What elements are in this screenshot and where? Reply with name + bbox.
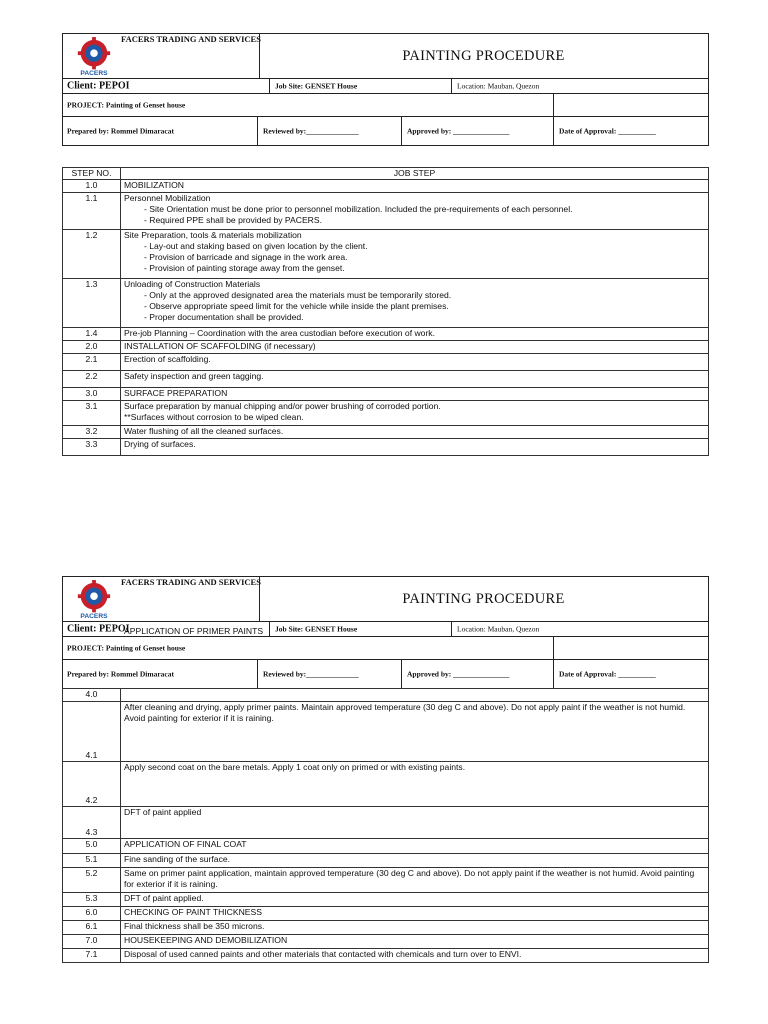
job-step-cell — [121, 807, 709, 839]
header-signoff-row — [63, 117, 708, 145]
step-number: 4.3 — [63, 807, 121, 839]
page-title: PAINTING PROCEDURE — [402, 590, 565, 607]
table-row — [63, 354, 709, 371]
date-of-approval: Date of Approval: __________ — [559, 126, 656, 136]
job-step-line: Fine sanding of the surface. — [124, 854, 231, 864]
job-steps-table-2 — [62, 688, 709, 963]
job-step-cell — [121, 689, 709, 702]
step-number: 3.3 — [63, 439, 121, 456]
job-step-line: Safety inspection and green tagging. — [124, 371, 264, 381]
header-top-row — [63, 34, 708, 79]
job-step-line: Drying of surfaces. — [124, 439, 196, 449]
table-row — [63, 279, 709, 328]
job-step-line: SURFACE PREPARATION — [124, 388, 228, 398]
job-step-cell — [121, 921, 709, 935]
job-step-cell — [121, 371, 709, 388]
table-row — [63, 854, 709, 868]
primer-section-heading: APPLICATION OF PRIMER PAINTS — [124, 626, 264, 636]
table-row — [63, 935, 709, 949]
step-number: 2.1 — [63, 354, 121, 371]
table-row — [63, 180, 709, 193]
step-number: 4.1 — [63, 702, 121, 762]
job-step-cell — [121, 439, 709, 456]
header-project-row — [63, 94, 708, 117]
table-row — [63, 868, 709, 893]
table-row — [63, 893, 709, 907]
job-step-cell — [121, 839, 709, 854]
table-row — [63, 426, 709, 439]
job-step-line: Pre-job Planning – Coordination with the area custodian before execution of work. — [124, 328, 435, 338]
step-number: 1.4 — [63, 328, 121, 341]
table-row — [63, 702, 709, 762]
job-step-line: MOBILIZATION — [124, 180, 185, 190]
job-step-cell — [121, 949, 709, 963]
step-number: 4.0 — [63, 689, 121, 702]
job-step-cell — [121, 893, 709, 907]
job-step-line: CHECKING OF PAINT THICKNESS — [124, 907, 262, 917]
approved-by: Approved by: _______________ — [407, 669, 510, 679]
job-step-cell — [121, 341, 709, 354]
job-step-cell — [121, 388, 709, 401]
job-step-line: HOUSEKEEPING AND DEMOBILIZATION — [124, 935, 288, 945]
table-row — [63, 907, 709, 921]
job-step-line: - Provision of barricade and signage in the work area. — [144, 252, 348, 262]
job-step-cell — [121, 193, 709, 230]
col-step-no: STEP NO. — [63, 168, 121, 180]
job-step-line: DFT of paint applied. — [124, 893, 204, 903]
job-step-line: Water flushing of all the cleaned surfaces. — [124, 426, 284, 436]
table-header-row — [63, 168, 709, 180]
job-step-cell — [121, 868, 709, 893]
job-step-line: - Proper documentation shall be provided. — [144, 312, 304, 322]
logo-text: PACERS — [80, 613, 108, 620]
table-row — [63, 341, 709, 354]
job-step-line: Same on primer paint application, maintain approved temperature (30 deg C and above). Do not apply paint if the weather is not humid. Avoid painting for exterior if it is raining. — [124, 868, 695, 889]
job-step-line: Site Preparation, tools & materials mobilization — [124, 230, 302, 240]
location-label: Location: Mauban, Quezon — [457, 624, 540, 634]
job-step-line: Surface preparation by manual chipping and/or power brushing of corroded portion. — [124, 401, 441, 411]
job-step-line: Apply second coat on the bare metals. Apply 1 coat only on primed or with existing paints. — [124, 762, 466, 772]
step-number: 5.3 — [63, 893, 121, 907]
prepared-by: Prepared by: Rommel Dimaracat — [67, 669, 174, 679]
table-row — [63, 689, 709, 702]
table-row — [63, 807, 709, 839]
step-number: 3.0 — [63, 388, 121, 401]
company-name: FACERS TRADING AND SERVICES — [121, 34, 261, 44]
job-step-line: **Surfaces without corrosion to be wiped clean. — [124, 412, 304, 422]
table-row — [63, 439, 709, 456]
reviewed-by: Reviewed by:______________ — [263, 126, 359, 136]
header-signoff-row — [63, 660, 708, 688]
step-number: 5.0 — [63, 839, 121, 854]
job-step-cell — [121, 180, 709, 193]
step-number: 3.2 — [63, 426, 121, 439]
header-project-row — [63, 637, 708, 660]
job-site-label: Job Site: GENSET House — [275, 81, 358, 91]
doc-header-1 — [62, 33, 709, 146]
job-step-line: APPLICATION OF FINAL COAT — [124, 839, 247, 849]
job-step-cell — [121, 854, 709, 868]
step-number: 1.0 — [63, 180, 121, 193]
step-number: 7.1 — [63, 949, 121, 963]
job-step-line: INSTALLATION OF SCAFFOLDING (if necessary) — [124, 341, 316, 351]
job-step-line: Final thickness shall be 350 microns. — [124, 921, 265, 931]
header-top-row — [63, 577, 708, 622]
company-logo — [75, 37, 113, 77]
table-row — [63, 193, 709, 230]
step-number: 1.3 — [63, 279, 121, 328]
table-row — [63, 230, 709, 279]
step-number: 2.0 — [63, 341, 121, 354]
project-label: PROJECT: Painting of Genset house — [67, 100, 186, 110]
job-step-cell — [121, 230, 709, 279]
client-label: Client: PEPOI — [67, 80, 130, 92]
company-logo — [75, 580, 113, 620]
table-row — [63, 401, 709, 426]
step-number: 4.2 — [63, 762, 121, 807]
project-label: PROJECT: Painting of Genset house — [67, 643, 186, 653]
company-name: FACERS TRADING AND SERVICES — [121, 577, 261, 587]
job-step-line: - Provision of painting storage away from the genset. — [144, 263, 345, 273]
table-row — [63, 328, 709, 341]
step-number: 5.2 — [63, 868, 121, 893]
job-step-cell — [121, 328, 709, 341]
job-step-line: - Lay-out and staking based on given location by the client. — [144, 241, 368, 251]
job-step-line: - Site Orientation must be done prior to personnel mobilization. Included the pre-requirements of each personnel. — [144, 204, 573, 214]
step-number: 6.0 — [63, 907, 121, 921]
col-job-step: JOB STEP — [121, 168, 709, 180]
job-step-cell — [121, 762, 709, 807]
table-row — [63, 371, 709, 388]
job-step-cell — [121, 426, 709, 439]
job-step-line: - Only at the approved designated area the materials must be temporarily stored. — [144, 290, 452, 300]
step-number: 3.1 — [63, 401, 121, 426]
job-step-line: After cleaning and drying, apply primer paints. Maintain approved temperature (30 deg C and above). Do not apply paint if the weather is not humid. Avoid painting for exterior if it is raining. — [124, 702, 686, 723]
step-number: 7.0 — [63, 935, 121, 949]
job-step-line: DFT of paint applied — [124, 807, 202, 817]
job-site-label: Job Site: GENSET House — [275, 624, 358, 634]
step-number: 1.2 — [63, 230, 121, 279]
table-row — [63, 949, 709, 963]
table-row — [63, 839, 709, 854]
location-label: Location: Mauban, Quezon — [457, 81, 540, 91]
step-number: 5.1 — [63, 854, 121, 868]
table-row — [63, 921, 709, 935]
job-step-line: Disposal of used canned paints and other materials that contacted with chemicals and turn over to ENVI. — [124, 949, 522, 959]
job-step-cell — [121, 935, 709, 949]
job-step-line: - Observe appropriate speed limit for the vehicle while inside the plant premises. — [144, 301, 449, 311]
page-title: PAINTING PROCEDURE — [402, 47, 565, 64]
table-row — [63, 762, 709, 807]
job-step-cell — [121, 702, 709, 762]
table-row — [63, 388, 709, 401]
job-step-cell — [121, 279, 709, 328]
step-number: 1.1 — [63, 193, 121, 230]
step-number: 6.1 — [63, 921, 121, 935]
job-step-line: Unloading of Construction Materials — [124, 279, 261, 289]
job-step-cell — [121, 354, 709, 371]
client-label: Client: PEPOI — [67, 623, 130, 635]
job-step-cell — [121, 401, 709, 426]
job-steps-table-1 — [62, 167, 709, 456]
step-number: 2.2 — [63, 371, 121, 388]
job-step-line: Erection of scaffolding. — [124, 354, 211, 364]
job-step-cell — [121, 907, 709, 921]
header-client-row — [63, 79, 708, 94]
date-of-approval: Date of Approval: __________ — [559, 669, 656, 679]
prepared-by: Prepared by: Rommel Dimaracat — [67, 126, 174, 136]
logo-text: PACERS — [80, 70, 108, 77]
job-step-line: Personnel Mobilization — [124, 193, 211, 203]
reviewed-by: Reviewed by:______________ — [263, 669, 359, 679]
approved-by: Approved by: _______________ — [407, 126, 510, 136]
job-step-line: - Required PPE shall be provided by PACERS. — [144, 215, 323, 225]
